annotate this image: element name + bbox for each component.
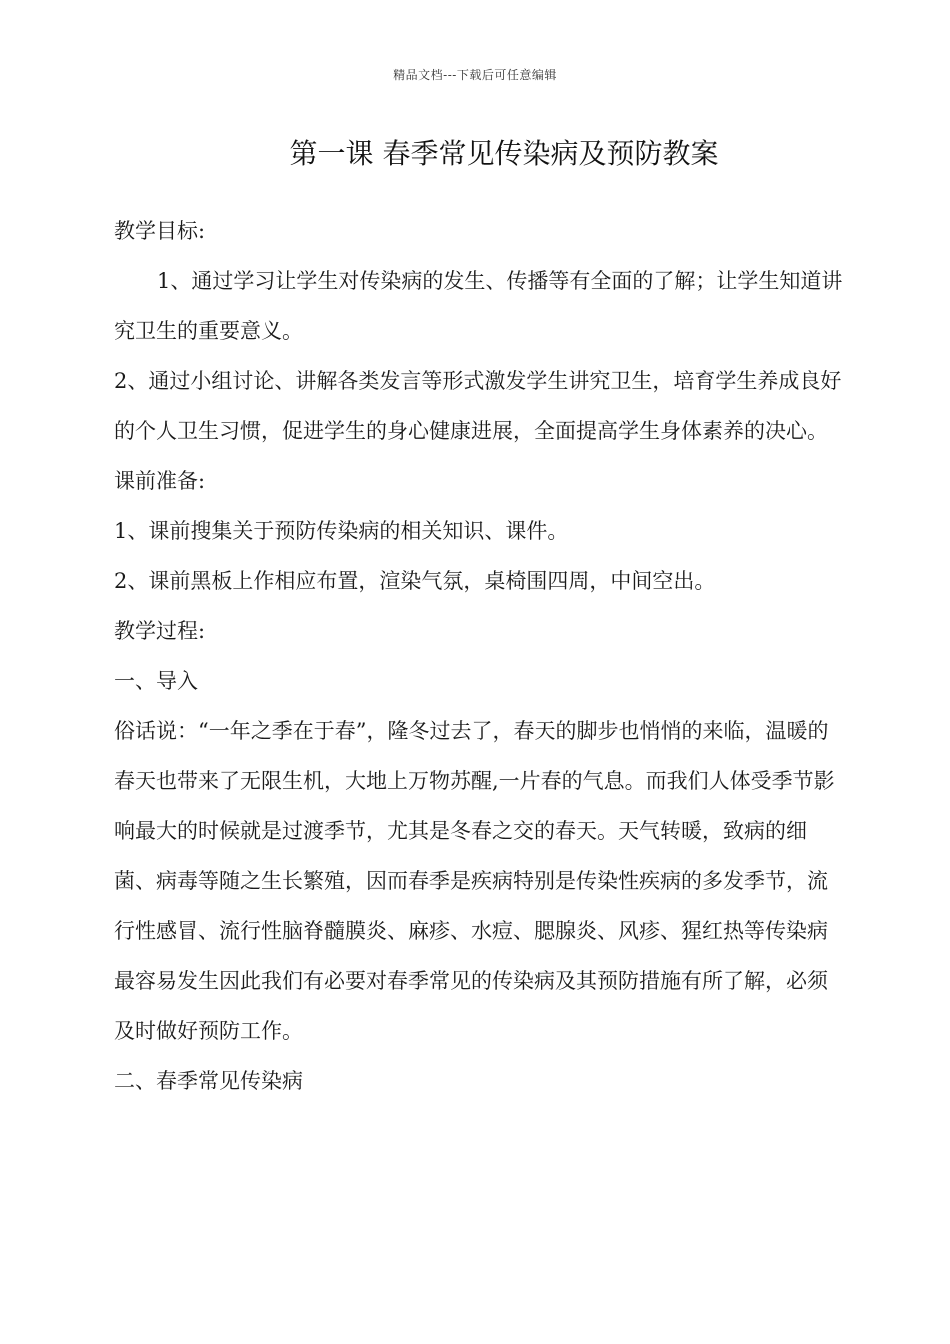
document-body [114,206,844,1106]
section-heading-process: 教学过程: [114,619,206,643]
preparation-item-2: 2、课前黑板上作相应布置，渲染气氛，桌椅围四周，中间空出。 [114,569,716,593]
subsection-heading-intro: 一、导入 [114,669,198,693]
intro-paragraph: 俗话说：“一年之季在于春”，隆冬过去了，春天的脚步也悄悄的来临，温暖的春天也带来了无限生机，大地上万物苏醒,一片春的气息。而我们人体受季节影响最大的时候就是过渡季节，尤其是冬春之交的春天。天气转暖，致病的细菌、病毒等随之生长繁殖，因而春季是疾病特别是传染性疾病的多发季节，流行性感冒、流行性脑脊髓膜炎、麻疹、水痘、腮腺炎、风疹、猩红热等传染病最容易发生因此我们有必要对春季常见的传染病及其预防措施有所了解，必须及时做好预防工作。 [114,719,835,1043]
document-title: 第一课 春季常见传染病及预防教案 [289,137,719,170]
subsection-heading-diseases: 二、春季常见传染病 [114,1069,303,1093]
objective-item-2: 2、通过小组讨论、讲解各类发言等形式激发学生讲究卫生，培育学生养成良好的个人卫生习惯，促进学生的身心健康进展，全面提高学生身体素养的决心。 [114,369,842,443]
preparation-item-1: 1、课前搜集关于预防传染病的相关知识、课件。 [114,519,569,543]
section-heading-objectives: 教学目标: [114,219,206,243]
header-note: 精品文档---下载后可任意编辑 [393,68,557,82]
section-heading-preparation: 课前准备: [114,469,206,493]
objective-item-1: 1、通过学习让学生对传染病的发生、传播等有全面的了解；让学生知道讲究卫生的重要意义。 [114,269,843,343]
